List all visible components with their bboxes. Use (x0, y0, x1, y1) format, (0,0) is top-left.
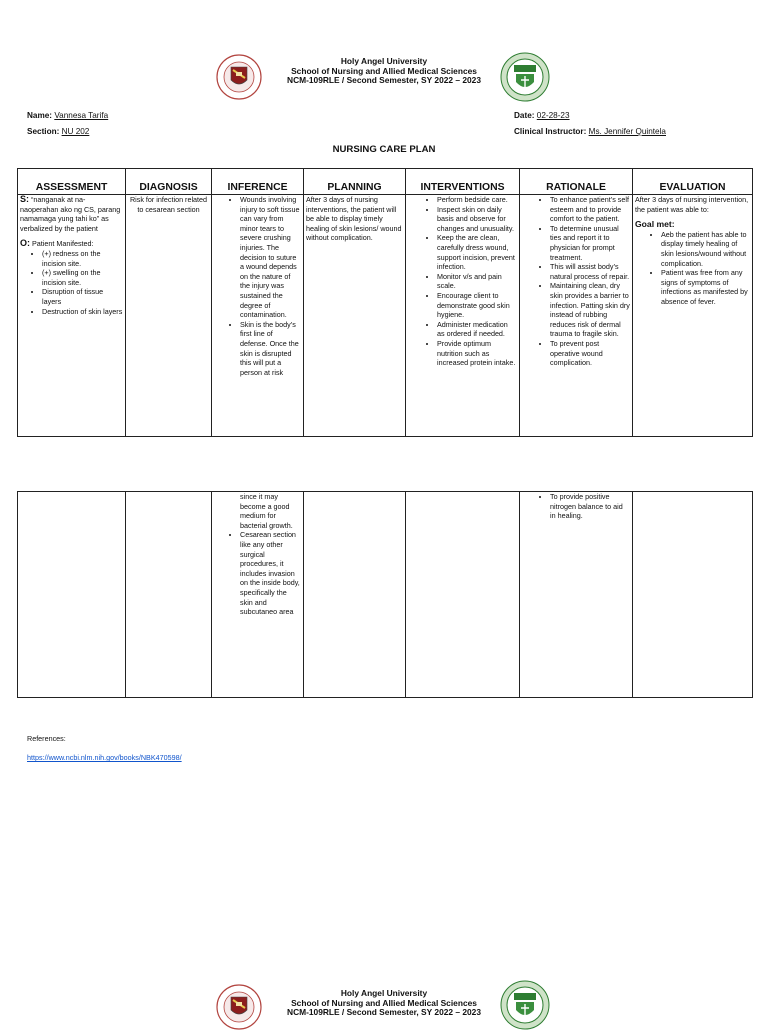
list-item: • To determine unusual ties and report it to physician for prompt treatment. (550, 224, 630, 262)
inference-cell (212, 492, 304, 698)
column-header-diagnosis: DIAGNOSIS (126, 169, 212, 195)
page-header (0, 50, 768, 106)
list-item: • Cesarean section like any other surgical procedures, it includes invasion on the inside body, specifically the skin and subcutaneo area (240, 530, 301, 616)
document-title: NURSING CARE PLAN (332, 144, 436, 155)
rationale-cell (520, 492, 633, 698)
list-item: • Disruption of tissue layers (42, 287, 123, 306)
planning-text: After 3 days of nursing interventions, the patient will be able to display timely healing of skin lesions/ wound without complication. (306, 195, 402, 243)
list-item: • Keep the are clean, carefully dress wound, support incision, prevent infection. (437, 233, 517, 271)
inference-continuation: since it may become a good medium for bacterial growth. (240, 492, 293, 530)
table-row (18, 492, 753, 698)
planning-cell (304, 492, 406, 698)
course-semester: NCM-109RLE / Second Semester, SY 2022 – 2023 (287, 75, 481, 86)
column-header-interventions: INTERVENTIONS (406, 169, 520, 195)
university-name: Holy Angel University (340, 56, 428, 66)
diagnosis-cell (126, 195, 212, 437)
list-item: • To prevent post operative wound complication. (550, 339, 630, 368)
list-item: • Monitor v/s and pain scale. (437, 272, 517, 291)
list-item: • (+) swelling on the incision site. (42, 268, 123, 287)
university-name: Holy Angel University (340, 988, 428, 998)
list-item: • Destruction of skin layers (42, 307, 123, 317)
student-name: Name: Vannesa Tarifa (27, 111, 109, 120)
list-item: • Wounds involving injury to soft tissue can vary from minor tears to severe crushing injuries. The decision to suture a wound depends on the nature of the injury was sustained the degree of contamination. (240, 195, 301, 320)
table-row (18, 195, 753, 437)
column-header-rationale: RATIONALE (520, 169, 633, 195)
evaluation-cell (633, 195, 753, 437)
column-header-planning: PLANNING (304, 169, 406, 195)
list-item: • Inspect skin on daily basis and observe for changes and unusuality. (437, 205, 517, 234)
inference-cell (212, 195, 304, 437)
nursing-care-plan-table-continued (17, 491, 753, 698)
column-header-assessment: ASSESSMENT (18, 169, 126, 195)
list-item: • (+) redness on the incision site. (42, 249, 123, 268)
diagnosis-text: Risk for infection related to cesarean section (129, 195, 208, 214)
rationale-cell (520, 195, 633, 437)
assessment-cell (18, 195, 126, 437)
nursing-care-plan-table (17, 168, 753, 437)
list-item: • Administer medication as ordered if needed. (437, 320, 517, 339)
subjective-data: S: “nanganak at na-naoperahan ako ng CS, parang namamaga yung tahi ko” as verbalized by the patient (20, 194, 121, 233)
interventions-cell (406, 195, 520, 437)
list-item: • To provide positive nitrogen balance to aid in healing. (550, 492, 630, 521)
plan-date: Date: 02-28-23 (514, 111, 570, 120)
page-footer-header (0, 978, 768, 1034)
references-label: References: (27, 734, 66, 743)
list-item: • This will assist body’s natural process of repair. (550, 262, 630, 281)
list-item: • Perform bedside care. (437, 195, 517, 205)
interventions-cell (406, 492, 520, 698)
assessment-cell (18, 492, 126, 698)
reference-link[interactable]: https://www.ncbi.nlm.nih.gov/books/NBK470598/ (27, 753, 182, 762)
evaluation-intro: After 3 days of nursing intervention, the patient was able to: (635, 195, 749, 214)
column-header-inference: INFERENCE (212, 169, 304, 195)
table-header-row (18, 169, 753, 195)
goal-met-label: Goal met: (635, 219, 675, 230)
column-header-evaluation: EVALUATION (633, 169, 753, 195)
clinical-instructor: Clinical Instructor: Ms. Jennifer Quintela (514, 127, 666, 136)
diagnosis-cell (126, 492, 212, 698)
evaluation-cell (633, 492, 753, 698)
list-item: • Encourage client to demonstrate good skin hygiene. (437, 291, 517, 320)
planning-cell (304, 195, 406, 437)
course-semester: NCM-109RLE / Second Semester, SY 2022 – 2023 (287, 1007, 481, 1018)
student-section: Section: NU 202 (27, 127, 90, 136)
list-item: • Provide optimum nutrition such as increased protein intake. (437, 339, 517, 368)
objective-data: O: Patient Manifested: (20, 238, 94, 249)
list-item: • To enhance patient’s self esteem and to provide comfort to the patient. (550, 195, 630, 224)
school-name: School of Nursing and Allied Medical Sciences (291, 65, 477, 76)
school-name: School of Nursing and Allied Medical Sciences (291, 997, 477, 1008)
list-item: • Aeb the patient has able to display timely healing of skin lesions/wound without complication. (661, 230, 750, 268)
list-item: • Skin is the body’s first line of defense. Once the skin is disrupted this will put a person at risk (240, 320, 301, 378)
list-item: • Maintaining clean, dry skin provides a barrier to infection. Patting skin dry instead of rubbing reduces risk of dermal trauma to fragile skin. (550, 281, 630, 339)
list-item: • Patient was free from any signs of symptoms of infections as manifested by absence of fever. (661, 268, 750, 306)
